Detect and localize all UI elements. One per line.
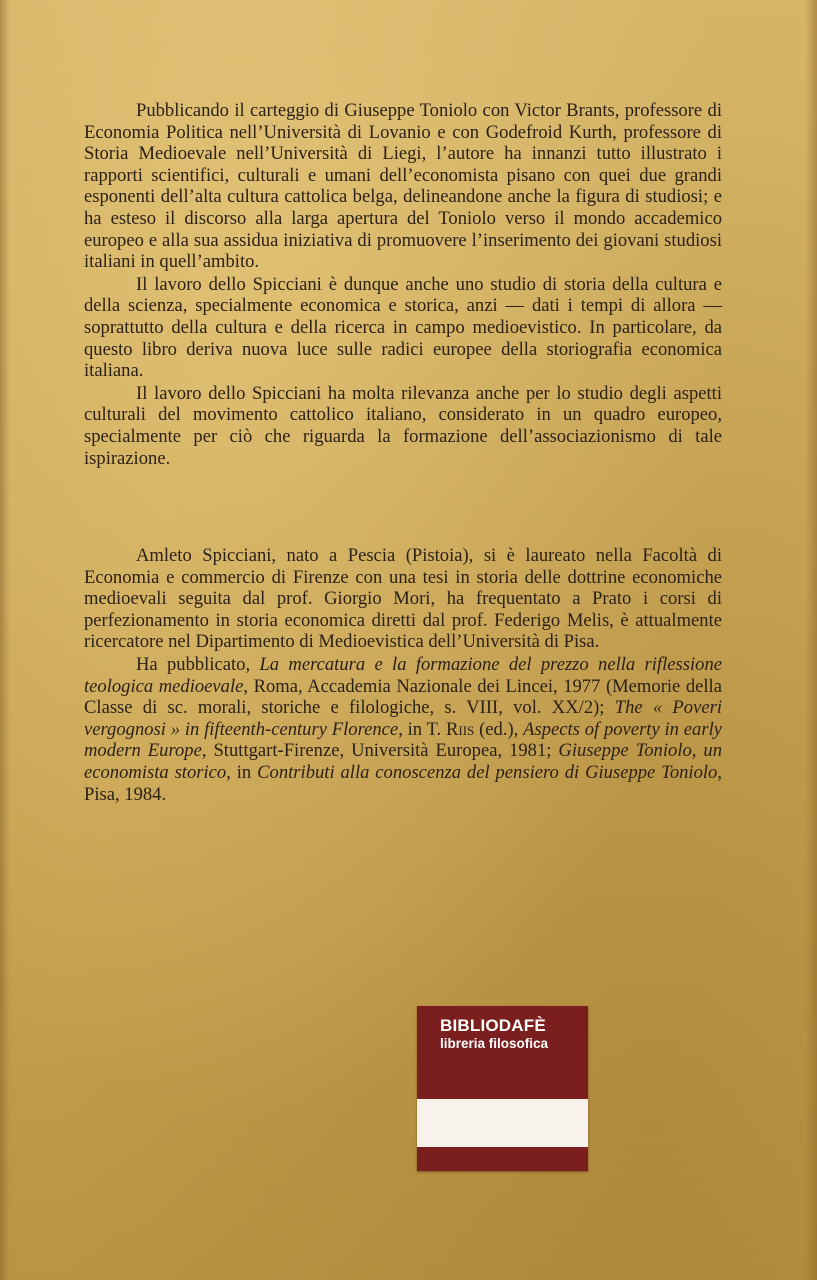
author-note <box>84 545 722 805</box>
publication-ed-2: (ed.), <box>474 718 524 740</box>
author-publications <box>84 654 722 805</box>
bookseller-label <box>417 1006 588 1171</box>
publication-in-3: , in <box>226 761 258 783</box>
author-bio: Amleto Spicciani, nato a Pescia (Pistoia), si è laureato nella Facoltà di Economia e commercio di Firenze con una tesi in storia delle dottrine economiche medioevali seguita dal prof. Giorgio Mori, ha frequentato a Prato i corsi di perfezionamento in storia economica diretti dal prof. Federigo Melis, è attualmente ricercatore nel Dipartimento di Medioevistica dell’Università di Pisa. <box>84 545 722 653</box>
cover-right-edge <box>805 0 817 1280</box>
bookseller-name: BIBLIODAFÈ <box>440 1016 546 1035</box>
publication-details-1: , Roma, Accademia Nazionale dei Lincei, 1977 (Memorie della Classe di sc. morali, storiche e filologiche, s. VIII, vol. XX/2); <box>84 675 722 719</box>
publication-details-3: , Pisa, 1984. <box>84 761 722 805</box>
publication-in-2: , in T. <box>398 718 446 740</box>
label-white-band <box>417 1099 588 1147</box>
publication-details-2: , Stuttgart-Firenze, Università Europea, 1981; <box>201 740 559 762</box>
publication-book-3: Contributi alla conoscenza del pensiero di Giuseppe Toniolo <box>257 761 718 783</box>
publication-title-3: Giuseppe Toniolo, un economista storico <box>84 740 722 783</box>
publication-title-1: La mercatura e la formazione del prezzo nella riflessione teologica medioevale <box>84 653 722 697</box>
bookseller-subtitle: libreria filosofica <box>440 1036 549 1051</box>
publication-editor-2: Riis <box>445 718 475 740</box>
cover-left-edge <box>0 0 10 1280</box>
book-description <box>84 100 722 469</box>
description-paragraph-3: Il lavoro dello Spicciani ha molta rilevanza anche per lo studio degli aspetti culturali del movimento cattolico italiano, considerato in un quadro europeo, specialmente per ciò che riguarda la formazione dell’associazionismo di tale ispirazione. <box>84 382 722 469</box>
publication-book-2: Aspects of poverty in early modern Europe <box>84 718 722 762</box>
description-paragraph-2: Il lavoro dello Spicciani è dunque anche uno studio di storia della cultura e della scienza, specialmente economica e storica, anzi — dati i tempi di allora — soprattutto della cultura e della ricerca in campo medioevistico. In particolare, da questo libro deriva nuova luce sulle radici europee della storiografia economica italiana. <box>84 273 722 382</box>
publication-title-2: The « Poveri vergognosi » in fifteenth-century Florence <box>84 697 722 740</box>
publications-intro: Ha pubblicato, <box>136 653 260 675</box>
description-paragraph-1: Pubblicando il carteggio di Giuseppe Toniolo con Victor Brants, professore di Economia Politica nell’Università di Lovanio e con Godefroid Kurth, professore di Storia Medioevale nell’Università di Liegi, l’autore ha innanzi tutto illustrato i rapporti scientifici, culturali e umani dell’economista pisano con quei due grandi esponenti dell’alta cultura cattolica belga, delineandone anche la figura di studiosi; e ha esteso il discorso alla larga apertura del Toniolo verso il mondo accademico europeo e alla sua assidua iniziativa di promuovere l’inserimento dei giovani studiosi italiani in quell’ambito. <box>84 100 722 273</box>
